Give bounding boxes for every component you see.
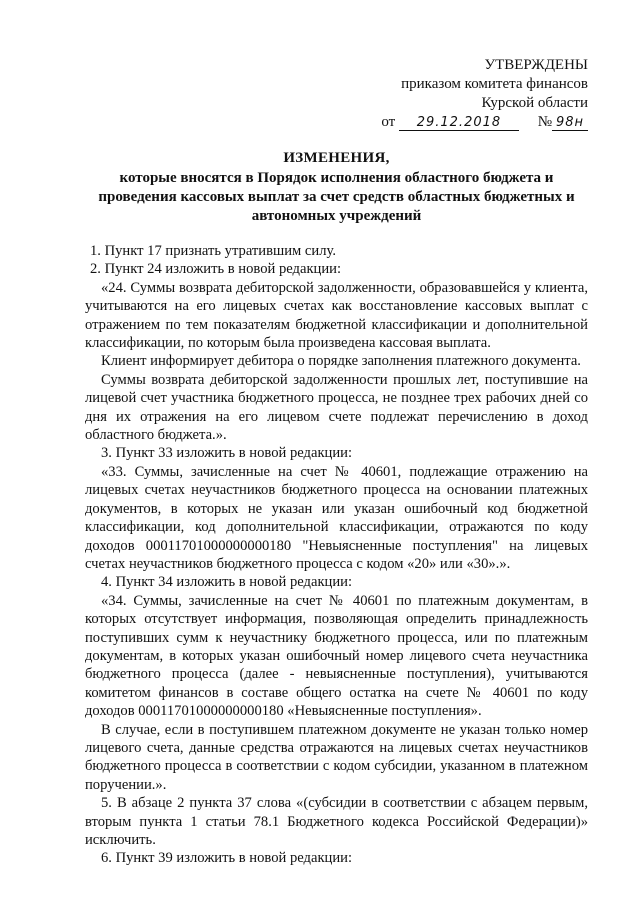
handwritten-date: 29.12.2018: [399, 115, 519, 131]
paragraph-client-info: Клиент информирует дебитора о порядке заполнения платежного документа.: [101, 353, 581, 370]
approval-heading: УТВЕРЖДЕНЫ: [484, 57, 588, 73]
paragraph-item-6: 6. Пункт 39 изложить в новой редакции:: [101, 850, 353, 867]
number-prefix: №: [537, 114, 552, 130]
paragraph-item-3: 3. Пункт 33 изложить в новой редакции:: [101, 445, 353, 462]
document-body: [85, 242, 588, 868]
approval-order-line: приказом комитета финансов: [401, 76, 588, 92]
paragraph-item-4: 4. Пункт 34 изложить в новой редакции:: [101, 574, 353, 591]
paragraph-account-case: В случае, если в поступившем платежном документе не указан только номер лицевого счета, данные средства отражаются на лицевых счетах неучастников бюджетного процесса в соответствии с кодом субсидии, указанном в платежном поручении.».: [85, 721, 588, 793]
title-main: ИЗМЕНЕНИЯ,: [283, 150, 390, 166]
handwritten-number: 98н: [552, 115, 588, 131]
paragraph-clause-24: «24. Суммы возврата дебиторской задолженности, образовавшейся у клиента, учитываются на его лицевых счетах как восстановление кассовых выплат с отражением по тем показателям бюджетной классификации и дополнительной классификации, по которым была произведена кассовая выплата.: [85, 279, 588, 352]
approval-region-line: Курской области: [481, 95, 588, 111]
approval-date-number-line: [85, 113, 588, 132]
paragraph-clause-34: «34. Суммы, зачисленные на счет № 40601 по платежным документам, в которых отсутствует информация, позволяющая определить принадлежность поступивших сумм к неучастнику бюджетного процесса, или по платежным документам, в которых указан ошибочный номер лицевого счета неучастника бюджетного процесса (далее - невыясненные поступления), учитываются комитетом финансов в составе общего остатка на счете № 40601 по коду доходов 00011701000000000180 «Невыясненные поступления».: [85, 592, 588, 720]
from-prefix: от: [381, 114, 396, 130]
paragraph-clause-33: «33. Суммы, зачисленные на счет № 40601, подлежащие отражению на лицевых счетах неучастников бюджетного процесса на основании платежных документов, в которых не указан или указан ошибочный код бюджетной классификации, код дополнительной классификации, отражаются по коду доходов 00011701000000000180 "Невыясненные поступления" на лицевых счетах неучастников бюджетного процесса с кодом «20» или «30».».: [85, 463, 588, 572]
approval-block: [85, 56, 588, 132]
paragraph-item-1: 1. Пункт 17 признать утратившим силу.: [90, 243, 336, 259]
paragraph-past-years: Суммы возврата дебиторской задолженности прошлых лет, поступившие на лицевой счет участника бюджетного процесса, не позднее трех рабочих дней со дня их отражения на его лицевом счете подлежат перечислению в доход областного бюджета.».: [85, 371, 588, 444]
paragraph-item-2: 2. Пункт 24 изложить в новой редакции:: [90, 261, 342, 278]
paragraph-item-5: 5. В абзаце 2 пункта 37 слова «(субсидии в соответствии с абзацем первым, вторым пункта 1 статьи 78.1 Бюджетного кодекса Российской Федерации)» исключить.: [85, 795, 588, 848]
title-subtitle: которые вносятся в Порядок исполнения областного бюджета и проведения кассовых выплат за счет средств областных бюджетных и автономных учреждений: [98, 170, 575, 224]
document-title: [85, 149, 588, 226]
